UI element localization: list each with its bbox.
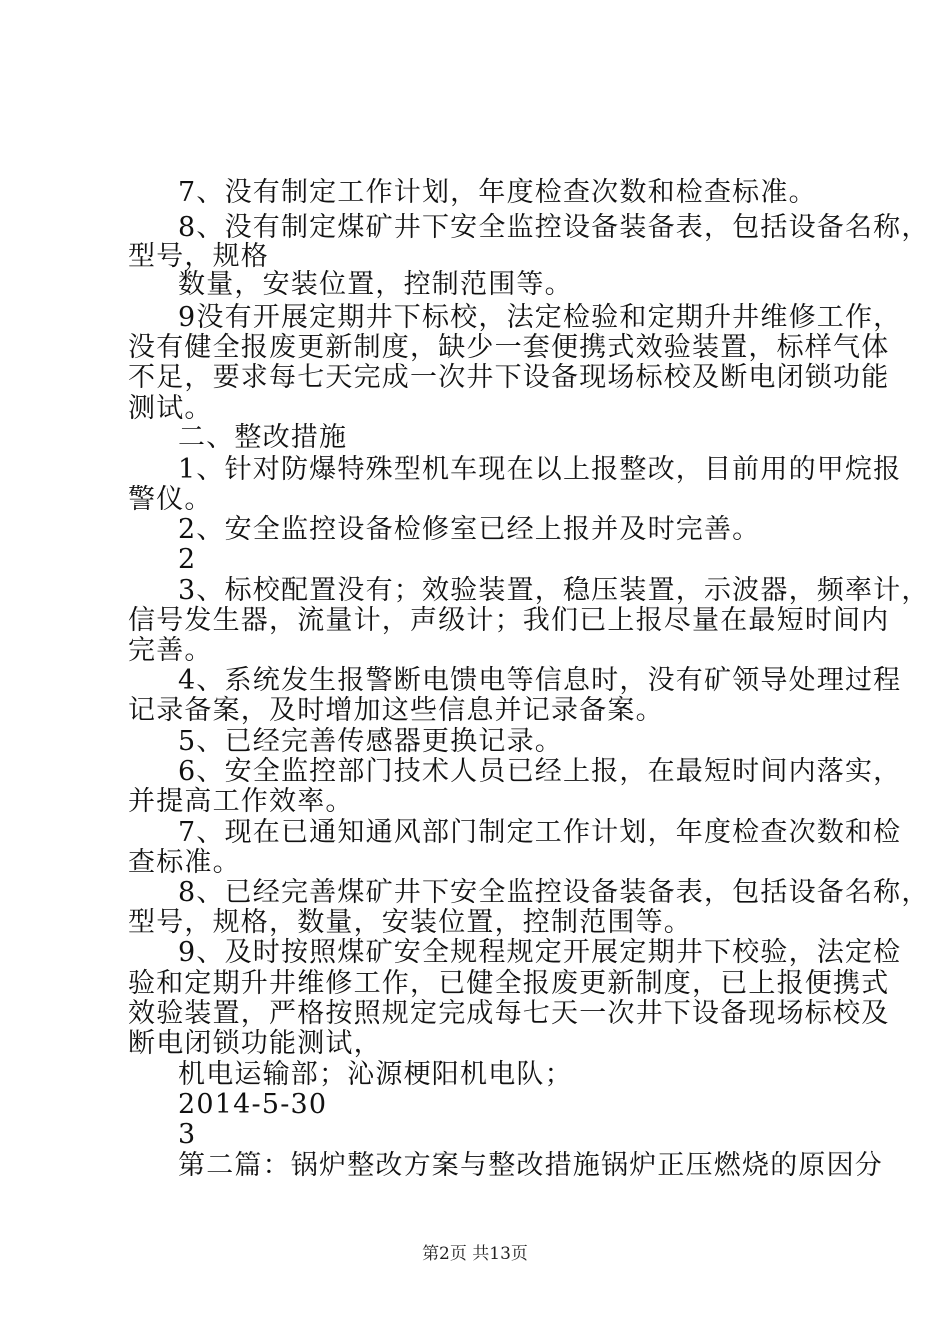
text-line: 1、针对防爆特殊型机车现在以上报整改，目前用的甲烷报 (178, 454, 902, 485)
text-line: 6、安全监控部门技术人员已经上报，在最短时间内落实， (178, 756, 902, 787)
text-line: 型号，规格，数量，安装位置，控制范围等。 (128, 907, 692, 938)
signature-line: 机电运输部；沁源梗阳机电队； (178, 1059, 573, 1090)
page-footer: 第2页 共13页 (422, 1244, 528, 1264)
text-line: 记录备案，及时增加这些信息并记录备案。 (128, 695, 664, 726)
text-line: 9没有开展定期井下标校，法定检验和定期升井维修工作， (178, 302, 902, 333)
text-line: 效验装置，严格按照规定完成每七天一次井下设备现场标校及 (128, 998, 890, 1029)
text-line: 3、标校配置没有；效验装置，稳压装置，示波器，频率计， (178, 575, 930, 606)
text-line: 7、没有制定工作计划，年度检查次数和检查标准。 (178, 177, 817, 208)
text-line: 查标准。 (128, 847, 241, 878)
page-marker: 3 (178, 1119, 197, 1150)
text-line: 测试。 (128, 393, 213, 424)
text-line: 数量，安装位置，控制范围等。 (178, 269, 573, 300)
text-line: 并提高工作效率。 (128, 786, 354, 817)
text-line: 8、没有制定煤矿井下安全监控设备装备表，包括设备名称， (178, 212, 930, 243)
text-line: 4、系统发生报警断电馈电等信息时，没有矿领导处理过程 (178, 665, 902, 696)
section-heading: 二、整改措施 (178, 422, 348, 453)
text-line: 信号发生器，流量计，声级计；我们已上报尽量在最短时间内 (128, 605, 890, 636)
text-line: 型号，规格 (128, 241, 269, 272)
text-line: 验和定期升井维修工作，已健全报废更新制度，已上报便携式 (128, 968, 890, 999)
page-marker: 2 (178, 544, 197, 575)
text-line: 没有健全报废更新制度，缺少一套便携式效验装置，标样气体 (128, 332, 890, 363)
text-line: 不足，要求每七天完成一次井下设备现场标校及断电闭锁功能 (128, 362, 890, 393)
text-line: 2、安全监控设备检修室已经上报并及时完善。 (178, 514, 761, 545)
date-line: 2014-5-30 (178, 1089, 328, 1120)
text-line: 断电闭锁功能测试， (128, 1028, 382, 1059)
text-line: 7、现在已通知通风部门制定工作计划，年度检查次数和检 (178, 817, 902, 848)
text-line: 完善。 (128, 635, 213, 666)
text-line: 9、及时按照煤矿安全规程规定开展定期井下校验，法定检 (178, 937, 902, 968)
text-line: 8、已经完善煤矿井下安全监控设备装备表，包括设备名称， (178, 877, 930, 908)
text-line: 5、已经完善传感器更换记录。 (178, 726, 563, 757)
text-line: 警仪。 (128, 484, 213, 515)
text-line: 第二篇：锅炉整改方案与整改措施锅炉正压燃烧的原因分 (178, 1150, 883, 1181)
